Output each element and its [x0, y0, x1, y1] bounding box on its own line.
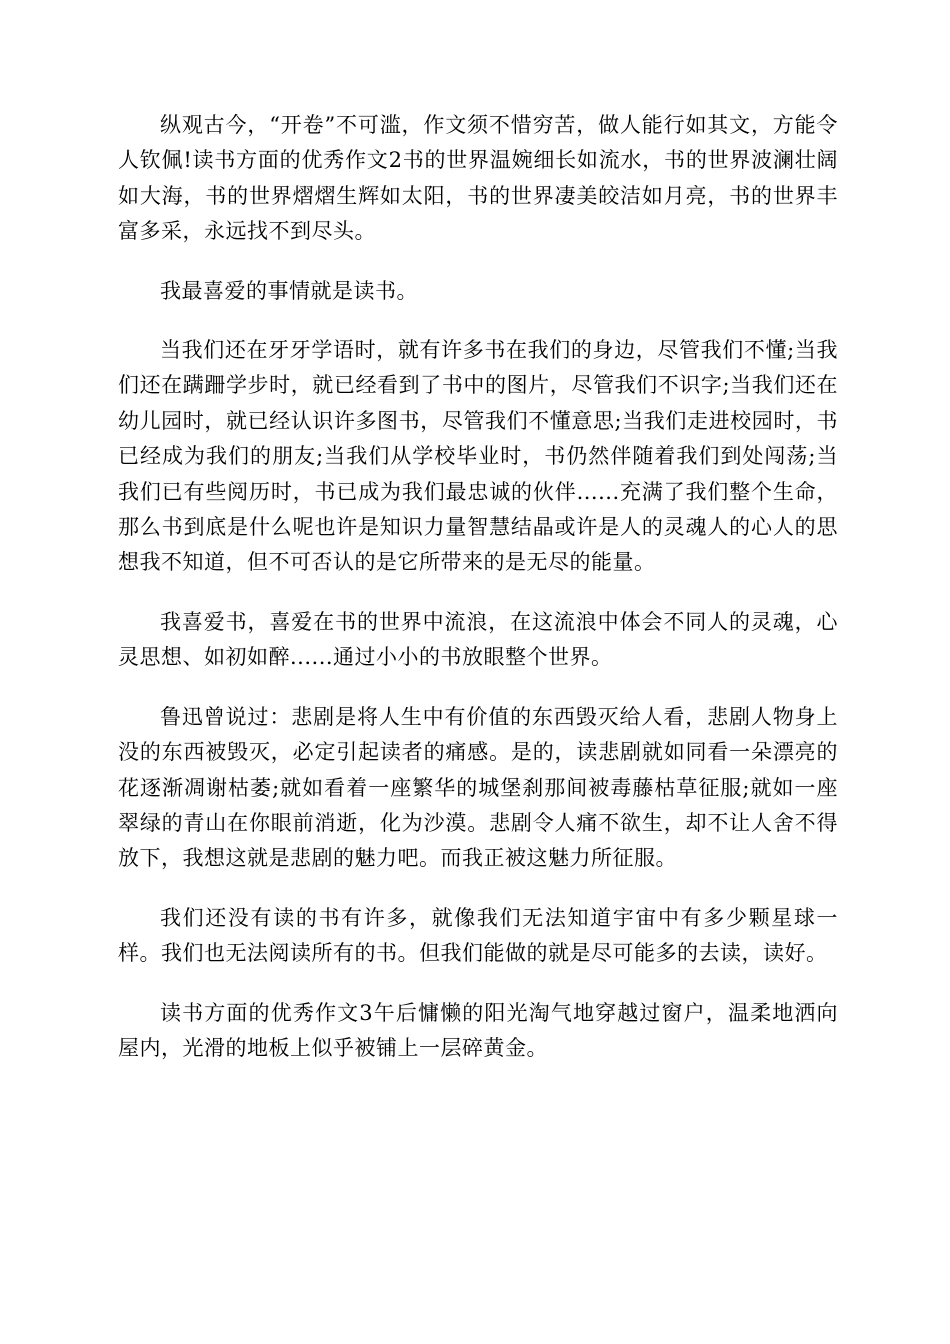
paragraph-1: 纵观古今，“开卷”不可滥，作文须不惜穷苦，做人能行如其文，方能令人钦佩!读书方面的优秀作文2书的世界温婉细长如流水，书的世界波澜壮阔如大海，书的世界熠熠生辉如太阳，书的世界凄美皎洁如月亮，书的世界丰富多采，永远找不到尽头。: [118, 113, 838, 244]
paragraph-6: 我们还没有读的书有许多，就像我们无法知道宇宙中有多少颗星球一样。我们也无法阅读所有的书。但我们能做的就是尽可能多的去读，读好。: [118, 905, 838, 966]
paragraph-4: 我喜爱书，喜爱在书的世界中流浪，在这流浪中体会不同人的灵魂，心灵思想、如初如醉......通过小小的书放眼整个世界。: [118, 609, 838, 670]
paragraph-7: 读书方面的优秀作文3午后慵懒的阳光淘气地穿越过窗户，温柔地洒向屋内，光滑的地板上似乎被铺上一层碎黄金。: [118, 1000, 838, 1060]
paragraph-2: 我最喜爱的事情就是读书。: [160, 278, 418, 303]
paragraph-3: 当我们还在牙牙学语时，就有许多书在我们的身边，尽管我们不懂;当我们还在蹒跚学步时，就已经看到了书中的图片，尽管我们不识字;当我们还在幼儿园时，就已经认识许多图书，尽管我们不懂意思;当我们走进校园时，书已经成为我们的朋友;当我们从学校毕业时，书仍然伴随着我们到处闯荡;当我们已有些阅历时，书已成为我们最忠诚的伙伴......充满了我们整个生命，那么书到底是什么呢也许是知识力量智慧结晶或许是人的灵魂人的心人的思想我不知道，但不可否认的是它所带来的是无尽的能量。: [118, 338, 838, 575]
paragraph-5: 鲁迅曾说过：悲剧是将人生中有价值的东西毁灭给人看，悲剧人物身上没的东西被毁灭，必定引起读者的痛感。是的，读悲剧就如同看一朵漂亮的花逐渐凋谢枯萎;就如看着一座繁华的城堡刹那间被毒藤枯草征服;就如一座翠绿的青山在你眼前消逝，化为沙漠。悲剧令人痛不欲生，却不让人舍不得放下，我想这就是悲剧的魅力吧。而我正被这魅力所征服。: [118, 704, 838, 871]
article-body: [118, 108, 838, 1066]
